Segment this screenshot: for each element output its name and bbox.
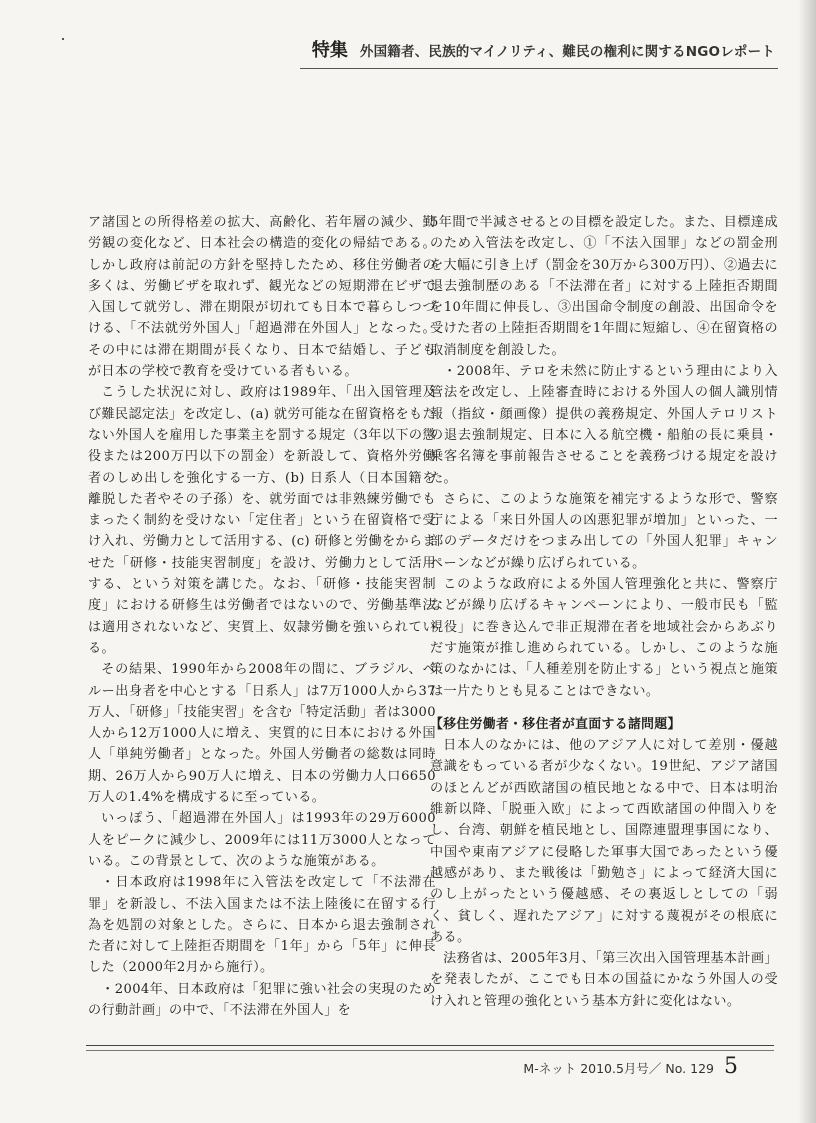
paragraph: 5年間で半減させるとの目標を設定した。また、目標達成のため入管法を改定し、①「不法入国罪」などの罰金刑を大幅に引き上げ（罰金を30万から300万円）、②過去に退去強制歴のある「不法滞在者」に対する上陸拒否期間を10年間に伸長し、③出国命令制度の創設、出国命令を受けた者の上陸拒否期間を1年間に短縮し、④在留資格の取消制度を創設した。 — [430, 215, 778, 358]
header-feature-title: 外国籍者、民族的マイノリティ、難民の権利に関するNGOレポート — [359, 44, 775, 60]
running-header — [230, 36, 775, 66]
header-feature-label: 特集 — [311, 40, 348, 61]
page-spine-shadow — [798, 0, 816, 1123]
page-footer — [523, 1054, 738, 1080]
paragraph: このような政府による外国人管理強化と共に、警察庁などが繰り広げるキャンペーンにより、一般市民も「監視役」に巻き込んで非正規滞在者を地域社会からあぶりだす施策が推し進められている。しかし、このような施策のなかには、「人種差別を防止する」という視点と施策は一片たりとも見ることはできない。 — [430, 577, 778, 699]
paragraph: ・日本政府は1998年に入管法を改定して「不法滞在罪」を新設し、不法入国または不法上陸後に在留する行為を処罰の対象とした。さらに、日本から退去強制された者に対して上陸拒否期間を「1年」から「5年」に伸長した（2000年2月から施行）。 — [88, 875, 436, 976]
footer-rule — [86, 1045, 774, 1046]
paragraph: 日本人のなかには、他のアジア人に対して差別・優越意識をもっている者が少なくない。19世紀、アジア諸国のほとんどが西欧諸国の植民地となる中で、日本は明治維新以降、「脱亜入欧」によって西欧諸国の仲間入りをし、台湾、朝鮮を植民地とし、国際連盟理事国になり、中国や東南アジアに侵略した軍事大国であったという優越感があり、また戦後は「勤勉さ」によって経済大国にのし上がったという優越感、その裏返しとしての「弱く、貧しく、遅れたアジア」に対する蔑視がその根底にある。 — [430, 738, 778, 945]
paragraph: ・2008年、テロを未然に防止するという理由により入管法を改定し、上陸審査時における外国人の個人識別情報（指紋・顔画像）提供の義務規定、外国人テロリストの退去強制規定、日本に入る航空機・船舶の長に乗員・乗客名簿を事前報告させることを義務づける規定を設けた。 — [430, 364, 778, 486]
page-number: 5 — [724, 1054, 738, 1079]
paragraph: さらに、このような施策を補完するような形で、警察庁による「来日外国人の凶悪犯罪が増加」といった、一部のデータだけをつまみ出しての「外国人犯罪」キャンペーンなどが繰り広げられている。 — [430, 491, 778, 571]
footer-rule — [86, 1050, 774, 1051]
paragraph: ・2004年、日本政府は「犯罪に強い社会の実現のための行動計画」の中で、「不法滞在外国人」を — [88, 981, 436, 1018]
paragraph: いっぽう、「超過滞在外国人」は1993年の29万6000人をピークに減少し、2009年には11万3000人となっている。この背景として、次のような施策がある。 — [88, 811, 436, 869]
footer-issue: M-ネット 2010.5月号／ No. 129 — [523, 1061, 714, 1076]
paragraph: こうした状況に対し、政府は1989年、「出入国管理及び難民認定法」を改定し、(a) 就労可能な在留資格をもたない外国人を雇用した事業主を罰する規定（3年以下の懲役または200万円以下の罰金）を新設して、資格外労働者のしめ出しを強化する一方、(b) 日系人（日本国籍を離脱した者やその子孫）を、就労面では非熟練労働でもまったく制約を受けない「定住者」という在留資格で受け入れ、労働力として活用する、(c) 研修と労働をからませた「研修・技能実習制度」を設け、労働力として活用する、という対策を講じた。なお、「研修・技能実習制度」における研修生は労働者ではないので、労働基準法は適用されないなど、実質上、奴隷労働を強いられている。 — [88, 385, 436, 656]
section-heading: 【移住労働者・移住者が直面する諸問題】 — [430, 716, 681, 732]
left-column — [88, 212, 436, 1042]
scan-speck — [62, 38, 64, 40]
right-column — [430, 212, 778, 1042]
paragraph: 法務省は、2005年3月、「第三次出入国管理基本計画」を発表したが、ここでも日本の国益にかなう外国人の受け入れと管理の強化という基本方針に変化はない。 — [430, 951, 778, 1009]
header-rule — [300, 68, 778, 69]
paragraph: ア諸国との所得格差の拡大、高齢化、若年層の減少、勤労観の変化など、日本社会の構造的変化の帰結である。しかし政府は前記の方針を堅持したため、移住労働者の多くは、労働ビザを取れず、観光などの短期滞在ビザで入国して就労し、滞在期限が切れても日本で暮らしつづける、「不法就労外国人」「超過滞在外国人」となった。その中には滞在期間が長くなり、日本で結婚し、子どもが日本の学校で教育を受けている者もいる。 — [88, 215, 436, 380]
paragraph: その結果、1990年から2008年の間に、ブラジル、ペルー出身者を中心とする「日系人」は7万1000人から37万人、「研修」「技能実習」を含む「特定活動」者は3000人から12万1000人に増え、実質的に日本における外国人「単純労働者」となった。外国人労働者の総数は同時期、26万人から90万人に増え、日本の労働力人口6650万人の1.4%を構成するに至っている。 — [88, 662, 436, 806]
